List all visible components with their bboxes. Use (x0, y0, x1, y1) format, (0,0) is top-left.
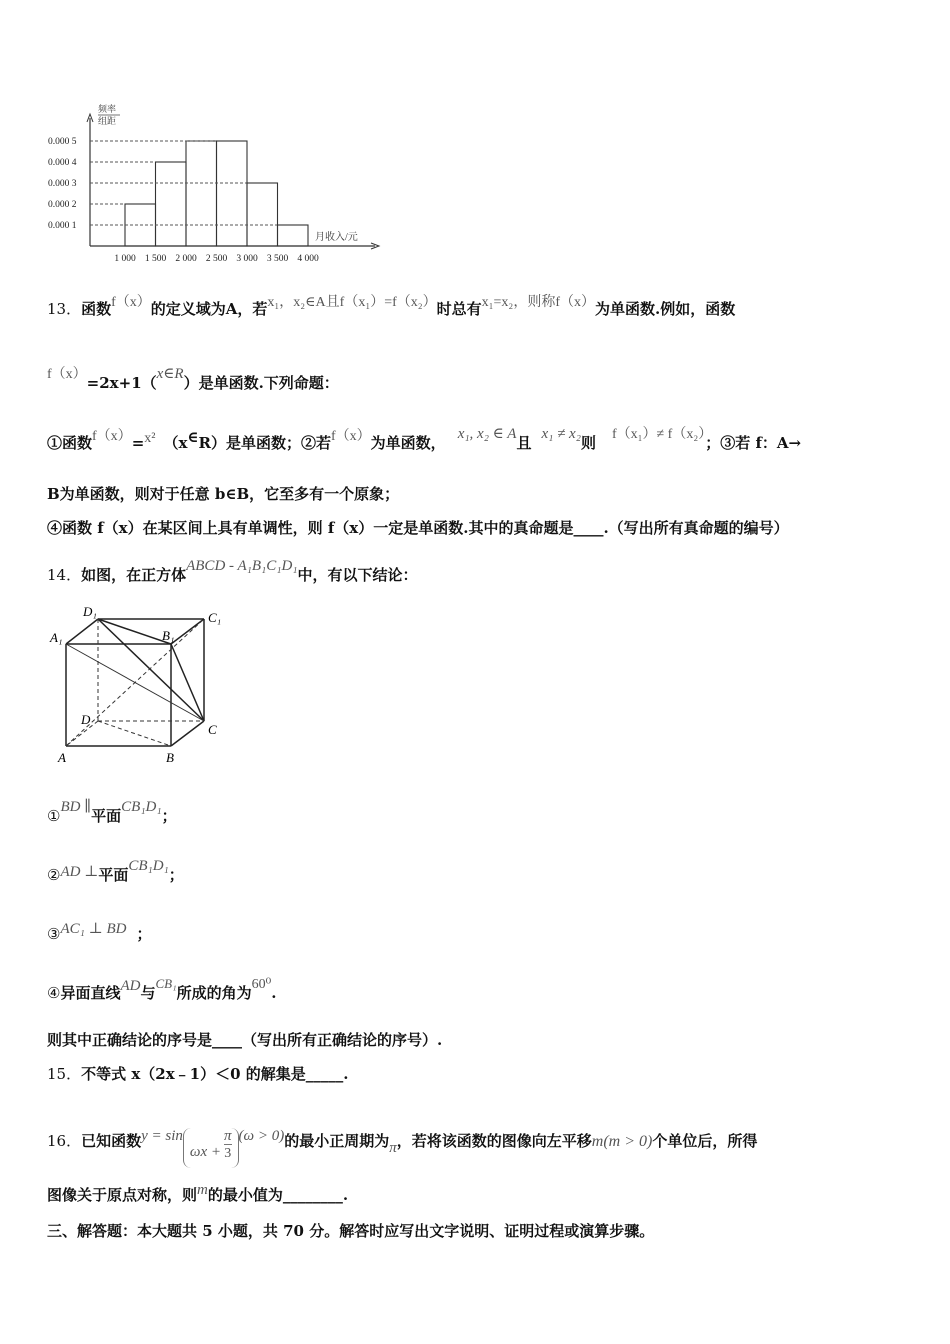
histogram-bar (156, 162, 187, 246)
label-C1: C₁ (208, 610, 222, 625)
edge-D-B (98, 721, 171, 746)
y-label-bottom: 组距 (98, 116, 117, 126)
x-tick-label: 4 000 (297, 254, 319, 264)
histogram-bar (217, 141, 248, 246)
edge-A1-D1 (66, 619, 98, 644)
histogram-bar (247, 183, 278, 246)
label-B: B (166, 750, 174, 765)
q13-line3: ①函数f（x）=x² （x∈R）是单函数；②若f（x）为单函数， x₁, x₂ ∈ A且 x₁ ≠ x₂则 f（x₁）≠ f（x₂）；③若 f：A→ (47, 426, 802, 452)
histogram-bar (278, 225, 309, 246)
q16-line1: 16．已知函数y = sinωx + $\frac{\pi}{3}$ (ω > 0)的最小正周期为π，若将该函数的图像向左平移m(m > 0)个单位后，所得 (47, 1122, 757, 1162)
q13-number: 13． (47, 300, 82, 318)
edge-B-C (171, 721, 204, 746)
q13-line4: B为单函数，则对于任意 b∈B，它至多有一个原象； (47, 485, 400, 503)
q14-conclusion-1: ①BD ∥平面CB₁D₁； (47, 799, 177, 825)
label-D: D (81, 712, 91, 727)
y-tick-label: 0.000 2 (48, 200, 77, 210)
income-histogram (40, 100, 400, 270)
x-tick-label: 2 500 (205, 254, 228, 264)
q15-number: 15． (47, 1065, 82, 1083)
edge-D1-B1 (98, 619, 171, 644)
y-tick-label: 0.000 4 (48, 158, 77, 168)
q13-line2: f（x）=2x+1（x∈R）是单函数.下列命题： (47, 366, 339, 392)
q16-number: 16． (47, 1132, 82, 1150)
x-tick-label: 2 000 (175, 254, 197, 264)
q16-paren-expr: ωx + $\frac{\pi}{3}$ (183, 1128, 239, 1168)
label-D1: D₁ (83, 604, 97, 619)
q14-conclusion-2: ②AD ⊥平面CB₁D₁； (47, 858, 184, 884)
q14-number: 14． (47, 566, 82, 584)
q14-conclusion-3: ③AC₁ ⊥ BD ； (47, 921, 152, 943)
q14-final: 则其中正确结论的序号是____（写出所有正确结论的序号）. (47, 1031, 443, 1049)
q14-conclusion-4: ④异面直线AD与CB₁所成的角为60⁰. (47, 976, 277, 1002)
label-B1: B₁ (162, 628, 175, 643)
q14-line1: 14．如图，在正方体ABCD - A₁B₁C₁D₁中，有以下结论： (47, 558, 418, 584)
y-tick-label: 0.000 1 (48, 221, 77, 231)
x-tick-label: 3 500 (266, 254, 289, 264)
histogram-bar (186, 141, 217, 246)
x-tick-label: 1 000 (114, 254, 136, 264)
label-A1: A₁ (50, 630, 63, 645)
edge-B1-C (171, 644, 204, 721)
x-axis-label: 月收入/元 (315, 232, 358, 243)
q13-line5: ④函数 f（x）在某区间上具有单调性，则 f（x）一定是单函数.其中的真命题是____.（写出所有真命题的编号） (47, 519, 789, 537)
x-tick-label: 3 000 (236, 254, 258, 264)
label-A: A (58, 750, 66, 765)
y-tick-label: 0.000 5 (48, 137, 77, 147)
q16-line2: 图像关于原点对称，则m的最小值为________. (47, 1182, 349, 1204)
label-C: C (208, 722, 217, 737)
q15-line: 15．不等式 x（2x﹣1）＜0 的解集是_____. (47, 1065, 349, 1083)
x-tick-label: 1 500 (144, 254, 167, 264)
y-tick-label: 0.000 3 (48, 179, 77, 189)
cube-figure (48, 600, 238, 770)
edge-D1-C (98, 619, 204, 721)
edge-B1-C1 (171, 619, 204, 644)
section-3-heading: 三、解答题：本大题共 5 小题，共 70 分。解答时应写出文字说明、证明过程或演算步骤。 (47, 1222, 655, 1240)
y-label-top: 频率 (98, 104, 117, 114)
q13-line1: 13．函数f（x）的定义域为A，若x₁，x₂∈A且f（x₁）=f（x₂）时总有x₁=x₂，则称f（x）为单函数.例如，函数 (47, 295, 736, 318)
